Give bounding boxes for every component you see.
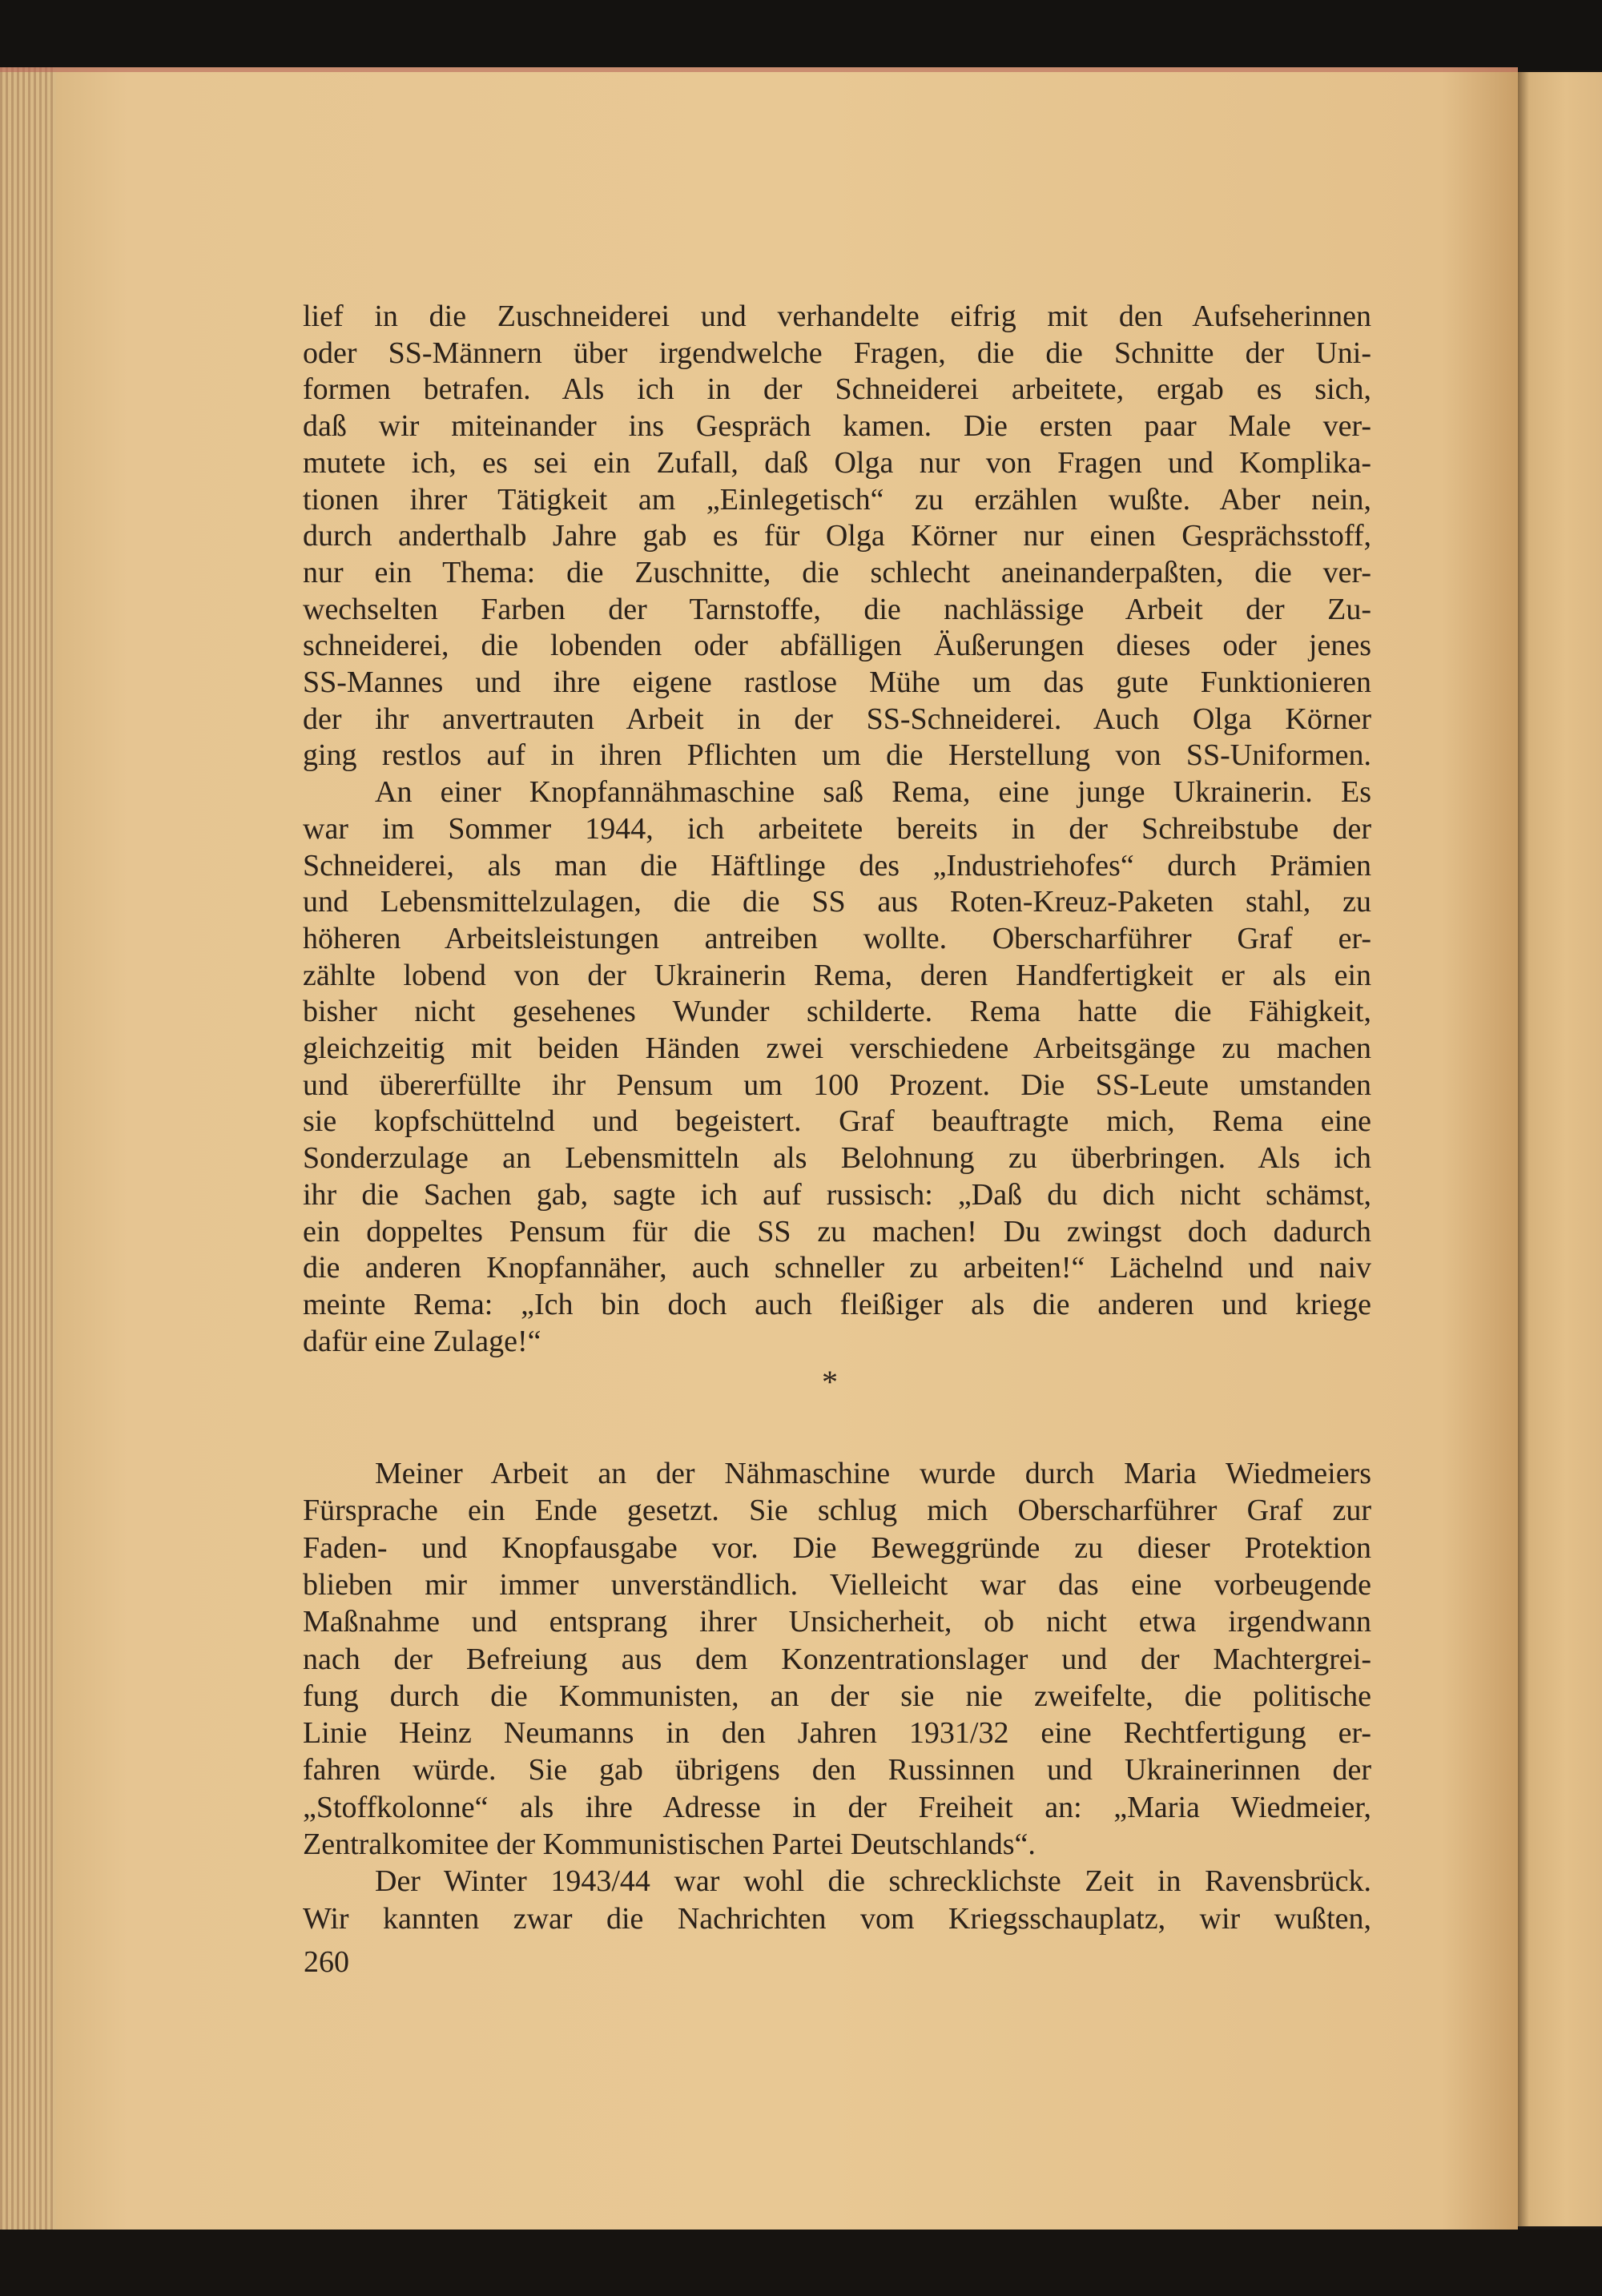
facing-page-edge <box>1518 72 1602 2226</box>
text-line: der ihr anvertrauten Arbeit in der SS-Schneiderei. Auch Olga Körner <box>303 702 1371 736</box>
text-line: und übererfüllte ihr Pensum um 100 Prozent. Die SS-Leute umstanden <box>303 1068 1371 1102</box>
text-line: tionen ihrer Tätigkeit am „Einlegetisch“ zu erzählen wußte. Aber nein, <box>303 482 1371 517</box>
text-line: An einer Knopfannähmaschine saß Rema, eine junge Ukrainerin. Es <box>375 775 1371 810</box>
text-line: bisher nicht gesehenes Wunder schilderte. Rema hatte die Fähigkeit, <box>303 995 1371 1029</box>
text-line: Schneiderei, als man die Häftlinge des „Industriehofes“ durch Prämien <box>303 848 1371 883</box>
text-line: zählte lobend von der Ukrainerin Rema, deren Handfertigkeit er als ein <box>303 958 1371 992</box>
text-line: schneiderei, die lobenden oder abfälligen Äußerungen dieses oder jenes <box>303 629 1371 663</box>
section-separator: * <box>822 1364 838 1400</box>
text-line: Wir kannten zwar die Nachrichten vom Kriegsschauplatz, wir wußten, <box>303 1901 1371 1936</box>
text-line: Maßnahme und entsprang ihrer Unsicherheit, ob nicht etwa irgendwann <box>303 1605 1371 1639</box>
text-line: mutete ich, es sei ein Zufall, daß Olga nur von Fragen und Komplika- <box>303 445 1371 480</box>
text-line: nur ein Thema: die Zuschnitte, die schlecht aneinanderpaßten, die ver- <box>303 555 1371 589</box>
text-line: Meiner Arbeit an der Nähmaschine wurde durch Maria Wiedmeiers <box>375 1457 1371 1490</box>
text-line: Faden- und Knopfausgabe vor. Die Beweggründe zu dieser Protektion <box>303 1530 1371 1565</box>
text-line: Linie Heinz Neumanns in den Jahren 1931/32 eine Rechtfertigung er- <box>303 1716 1371 1751</box>
text-line: meinte Rema: „Ich bin doch auch fleißiger als die anderen und kriege <box>303 1287 1371 1321</box>
scan-bottom-border <box>0 2230 1602 2296</box>
text-line: oder SS-Männern über irgendwelche Fragen, die die Schnitte der Uni- <box>303 336 1371 370</box>
text-line: die anderen Knopfannäher, auch schneller zu arbeiten!“ Lächelnd und naiv <box>303 1251 1371 1285</box>
text-line: ihr die Sachen gab, sagte ich auf russisch: „Daß du dich nicht schämst, <box>303 1177 1371 1212</box>
text-line: Sonderzulage an Lebensmitteln als Belohnung zu überbringen. Als ich <box>303 1141 1371 1176</box>
text-line: Zentralkomitee der Kommunistischen Partei Deutschlands“. <box>303 1828 1036 1861</box>
text-line: fung durch die Kommunisten, an der sie nie zweifelte, die politische <box>303 1679 1371 1713</box>
page-top-edge <box>0 67 1518 72</box>
text-line: durch anderthalb Jahre gab es für Olga Körner nur einen Gesprächsstoff, <box>303 519 1371 553</box>
text-line: war im Sommer 1944, ich arbeitete bereits in der Schreibstube der <box>303 811 1371 846</box>
scan-top-border <box>0 0 1602 70</box>
text-line: wechselten Farben der Tarnstoffe, die nachlässige Arbeit der Zu- <box>303 592 1371 626</box>
text-line: „Stoffkolonne“ als ihre Adresse in der Freiheit an: „Maria Wiedmeier, <box>303 1790 1371 1824</box>
text-line: formen betrafen. Als ich in der Schneiderei arbeitete, ergab es sich, <box>303 372 1371 407</box>
text-line: Fürsprache ein Ende gesetzt. Sie schlug mich Oberscharführer Graf zur <box>303 1494 1371 1528</box>
text-line: SS-Mannes und ihre eigene rastlose Mühe um das gute Funktionieren <box>303 665 1371 699</box>
text-line: ein doppeltes Pensum für die SS zu machen! Du zwingst doch dadurch <box>303 1214 1371 1249</box>
text-line: dafür eine Zulage!“ <box>303 1324 541 1358</box>
text-line: und Lebensmittelzulagen, die die SS aus Roten-Kreuz-Paketen stahl, zu <box>303 885 1371 919</box>
text-line: blieben mir immer unverständlich. Vielleicht war das eine vorbeugende <box>303 1567 1371 1602</box>
text-line: nach der Befreiung aus dem Konzentrationslager und der Machtergrei- <box>303 1642 1371 1676</box>
text-line: höheren Arbeitsleistungen antreiben wollte. Oberscharführer Graf er- <box>303 921 1371 955</box>
text-line: sie kopfschüttelnd und begeistert. Graf beauftragte mich, Rema eine <box>303 1104 1371 1139</box>
text-line: ging restlos auf in ihren Pflichten um die Herstellung von SS-Uniformen. <box>303 738 1371 773</box>
text-line: daß wir miteinander ins Gespräch kamen. Die ersten paar Male ver- <box>303 409 1371 444</box>
text-line: fahren würde. Sie gab übrigens den Russinnen und Ukrainerinnen der <box>303 1753 1371 1787</box>
text-line: Der Winter 1943/44 war wohl die schrecklichste Zeit in Ravensbrück. <box>375 1864 1371 1899</box>
text-line: gleichzeitig mit beiden Händen zwei verschiedene Arbeitsgänge zu machen <box>303 1031 1371 1065</box>
text-line: lief in die Zuschneiderei und verhandelte eifrig mit den Aufseherinnen <box>303 300 1371 333</box>
page-edges <box>0 67 56 2230</box>
page-number: 260 <box>304 1945 349 1979</box>
